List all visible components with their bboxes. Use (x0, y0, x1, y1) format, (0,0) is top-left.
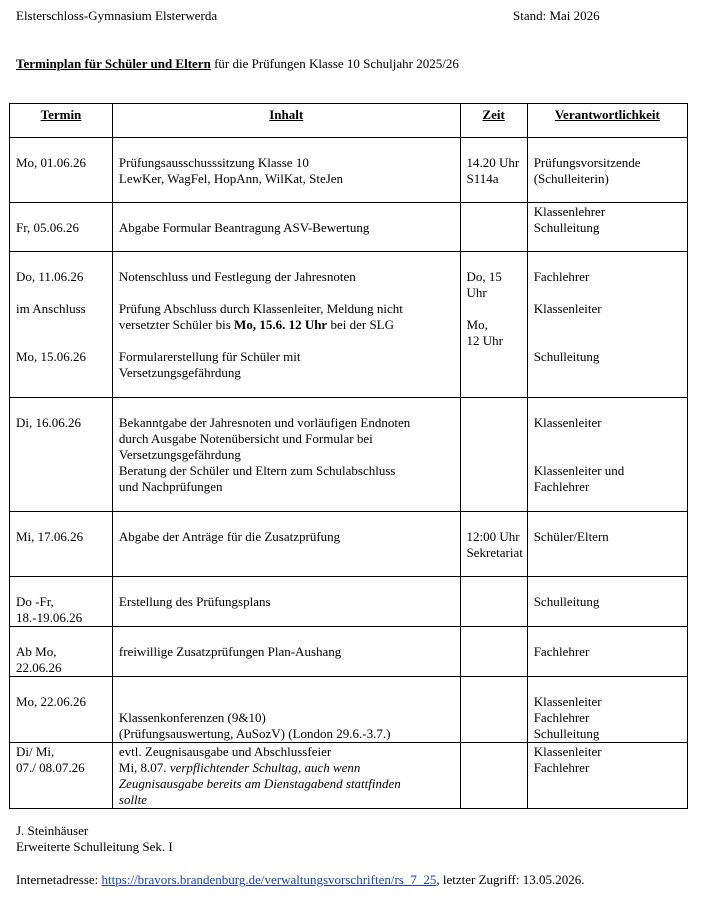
zeit-line: S114a (466, 171, 499, 186)
cell-verantwortlichkeit (527, 398, 687, 512)
cell-inhalt (112, 627, 460, 677)
deadline-bold: Mo, 15.6. 12 Uhr (234, 317, 328, 332)
table-row (10, 512, 688, 577)
termin-line: Ab Mo, (16, 644, 57, 659)
inhalt-text: Abgabe Formular Beantragung ASV-Bewertung (118, 220, 370, 235)
cell-termin (10, 627, 113, 677)
cell-verantwortlichkeit (527, 743, 687, 809)
table-header-row (10, 104, 688, 138)
cell-inhalt (112, 512, 460, 577)
termin-line: im Anschluss (16, 301, 86, 316)
zeit-line: Mo, (466, 317, 488, 332)
table-row (10, 743, 688, 809)
verantw-line: Klassenleiter (533, 415, 602, 430)
inhalt-line: Versetzungsgefährdung (118, 365, 241, 380)
inhalt-line: Formularerstellung für Schüler mit (118, 349, 301, 364)
inhalt-line: Bekanntgabe der Jahresnoten und vorläufigen Endnoten (118, 415, 411, 430)
zeit-line: 14.20 Uhr (466, 155, 520, 170)
inhalt-part: Mi, 8.07. (118, 760, 170, 775)
cell-termin (10, 512, 113, 577)
cell-zeit (460, 743, 527, 809)
schedule-table (9, 103, 688, 809)
cell-termin (10, 203, 113, 252)
termin-line: Do -Fr, (16, 594, 54, 609)
header-zeit: Zeit (460, 104, 527, 138)
termin-text: Fr, 05.06.26 (16, 220, 80, 235)
cell-verantwortlichkeit (527, 627, 687, 677)
zeit-line: Do, 15 (466, 269, 502, 284)
termin-text: Di, 16.06.26 (16, 415, 81, 430)
verantw-line: Fachlehrer (533, 269, 590, 284)
cell-inhalt (112, 677, 460, 743)
verantw-line: Schulleitung (533, 726, 600, 741)
verantw-line: Schulleitung (533, 349, 600, 364)
inhalt-line: durch Ausgabe Notenübersicht und Formular bei (118, 431, 373, 446)
verantw-line: Fachlehrer (533, 760, 590, 775)
zeit-line: Sekretariat (466, 545, 523, 560)
verantw-line: Klassenleiter (533, 694, 602, 709)
signature-name: J. Steinhäuser (16, 823, 89, 838)
cell-inhalt (112, 577, 460, 627)
inhalt-line (119, 760, 454, 776)
verantw-line: Schulleitung (533, 220, 600, 235)
verantw-text: Schulleitung (533, 594, 600, 609)
verantw-line: Fachlehrer (533, 710, 590, 725)
cell-zeit (460, 138, 527, 203)
cell-zeit (460, 627, 527, 677)
inhalt-line: (Prüfungsauswertung, AuSozV) (London 29.6.-3.7.) (118, 726, 391, 741)
cell-zeit (460, 398, 527, 512)
cell-inhalt (112, 252, 460, 398)
zeit-line: 12 Uhr (466, 333, 504, 348)
termin-line: 22.06.26 (16, 660, 62, 675)
verantw-line: Klassenleiter und (533, 463, 625, 478)
cell-verantwortlichkeit (527, 577, 687, 627)
cell-inhalt (112, 138, 460, 203)
title-rest: für die Prüfungen Klasse 10 Schuljahr 2025/26 (210, 56, 459, 71)
cell-zeit (460, 203, 527, 252)
inhalt-part: bei der SLG (327, 317, 395, 332)
termin-line: 18.-19.06.26 (16, 610, 83, 625)
termin-text: Mi, 17.06.26 (16, 529, 84, 544)
inhalt-line: Klassenkonferenzen (9&10) (118, 710, 266, 725)
table-row (10, 627, 688, 677)
inhalt-text: Erstellung des Prüfungsplans (118, 594, 271, 609)
table-row (10, 577, 688, 627)
header-verantwortlichkeit: Verantwortlichkeit (527, 104, 687, 138)
inhalt-line: LewKer, WagFel, HopAnn, WilKat, SteJen (118, 171, 344, 186)
verantw-text: Fachlehrer (533, 644, 590, 659)
header-inhalt: Inhalt (112, 104, 460, 138)
internet-label: Internetadresse: (16, 872, 102, 887)
termin-line: Di/ Mi, (16, 744, 55, 759)
inhalt-line: Zeugnisausgabe bereits am Dienstagabend stattfinden (118, 776, 401, 791)
cell-inhalt (112, 203, 460, 252)
zeit-line: 12:00 Uhr (466, 529, 520, 544)
document-title (16, 56, 459, 72)
cell-termin (10, 398, 113, 512)
inhalt-line: evtl. Zeugnisausgabe und Abschlussfeier (118, 744, 332, 759)
cell-zeit (460, 252, 527, 398)
table-row (10, 203, 688, 252)
table-row (10, 138, 688, 203)
inhalt-part: versetzter Schüler bis (118, 317, 235, 332)
inhalt-line: Prüfungsausschusssitzung Klasse 10 (118, 155, 309, 170)
cell-termin (10, 252, 113, 398)
cell-termin (10, 743, 113, 809)
termin-line: 07./ 08.07.26 (16, 760, 85, 775)
inhalt-italic: verpflichtender Schultag, auch wenn (169, 760, 361, 775)
cell-termin (10, 677, 113, 743)
termin-text: Mo, 01.06.26 (16, 155, 87, 170)
cell-termin (10, 577, 113, 627)
table-row (10, 398, 688, 512)
verantw-line: Klassenleiter (533, 744, 602, 759)
zeit-line: Uhr (466, 285, 487, 300)
cell-verantwortlichkeit (527, 252, 687, 398)
school-name: Elsterschloss-Gymnasium Elsterwerda (16, 8, 218, 23)
termin-text: Mo, 22.06.26 (16, 694, 87, 709)
verantw-line: Klassenleiter (533, 301, 602, 316)
inhalt-line: und Nachprüfungen (118, 479, 223, 494)
inhalt-line: Notenschluss und Festlegung der Jahresnoten (118, 269, 356, 284)
termin-line: Mo, 15.06.26 (16, 349, 87, 364)
inhalt-text: Abgabe der Anträge für die Zusatzprüfung (118, 529, 341, 544)
cell-zeit (460, 677, 527, 743)
verantw-line: Klassenlehrer (533, 204, 606, 219)
verantw-line: Fachlehrer (533, 479, 590, 494)
cell-verantwortlichkeit (527, 512, 687, 577)
inhalt-line: Prüfung Abschluss durch Klassenleiter, Meldung nicht (118, 301, 403, 316)
signature-role: Erweiterte Schulleitung Sek. I (16, 839, 173, 854)
title-bold: Terminplan für Schüler und Eltern (16, 56, 211, 71)
inhalt-line (119, 317, 454, 333)
verantw-line: Prüfungsvorsitzende (533, 155, 641, 170)
cell-termin (10, 138, 113, 203)
inhalt-text: freiwillige Zusatzprüfungen Plan-Aushang (118, 644, 342, 659)
cell-zeit (460, 577, 527, 627)
verantw-line: (Schulleiterin) (533, 171, 609, 186)
verantw-text: Schüler/Eltern (533, 529, 609, 544)
cell-inhalt (112, 743, 460, 809)
cell-zeit (460, 512, 527, 577)
table-row (10, 677, 688, 743)
table-row (10, 252, 688, 398)
cell-verantwortlichkeit (527, 677, 687, 743)
internet-link[interactable]: https://bravors.brandenburg.de/verwaltungsvorschriften/rs_7_25 (101, 872, 437, 887)
document-date: Stand: Mai 2026 (513, 8, 600, 23)
cell-verantwortlichkeit (527, 203, 687, 252)
header-termin: Termin (10, 104, 113, 138)
cell-inhalt (112, 398, 460, 512)
inhalt-line: Versetzungsgefährdung (118, 447, 241, 462)
inhalt-line: Beratung der Schüler und Eltern zum Schulabschluss (118, 463, 396, 478)
termin-line: Do, 11.06.26 (16, 269, 84, 284)
internet-address (16, 872, 585, 888)
internet-access-date: , letzter Zugriff: 13.05.2026. (436, 872, 585, 887)
cell-verantwortlichkeit (527, 138, 687, 203)
inhalt-line: sollte (118, 792, 148, 807)
